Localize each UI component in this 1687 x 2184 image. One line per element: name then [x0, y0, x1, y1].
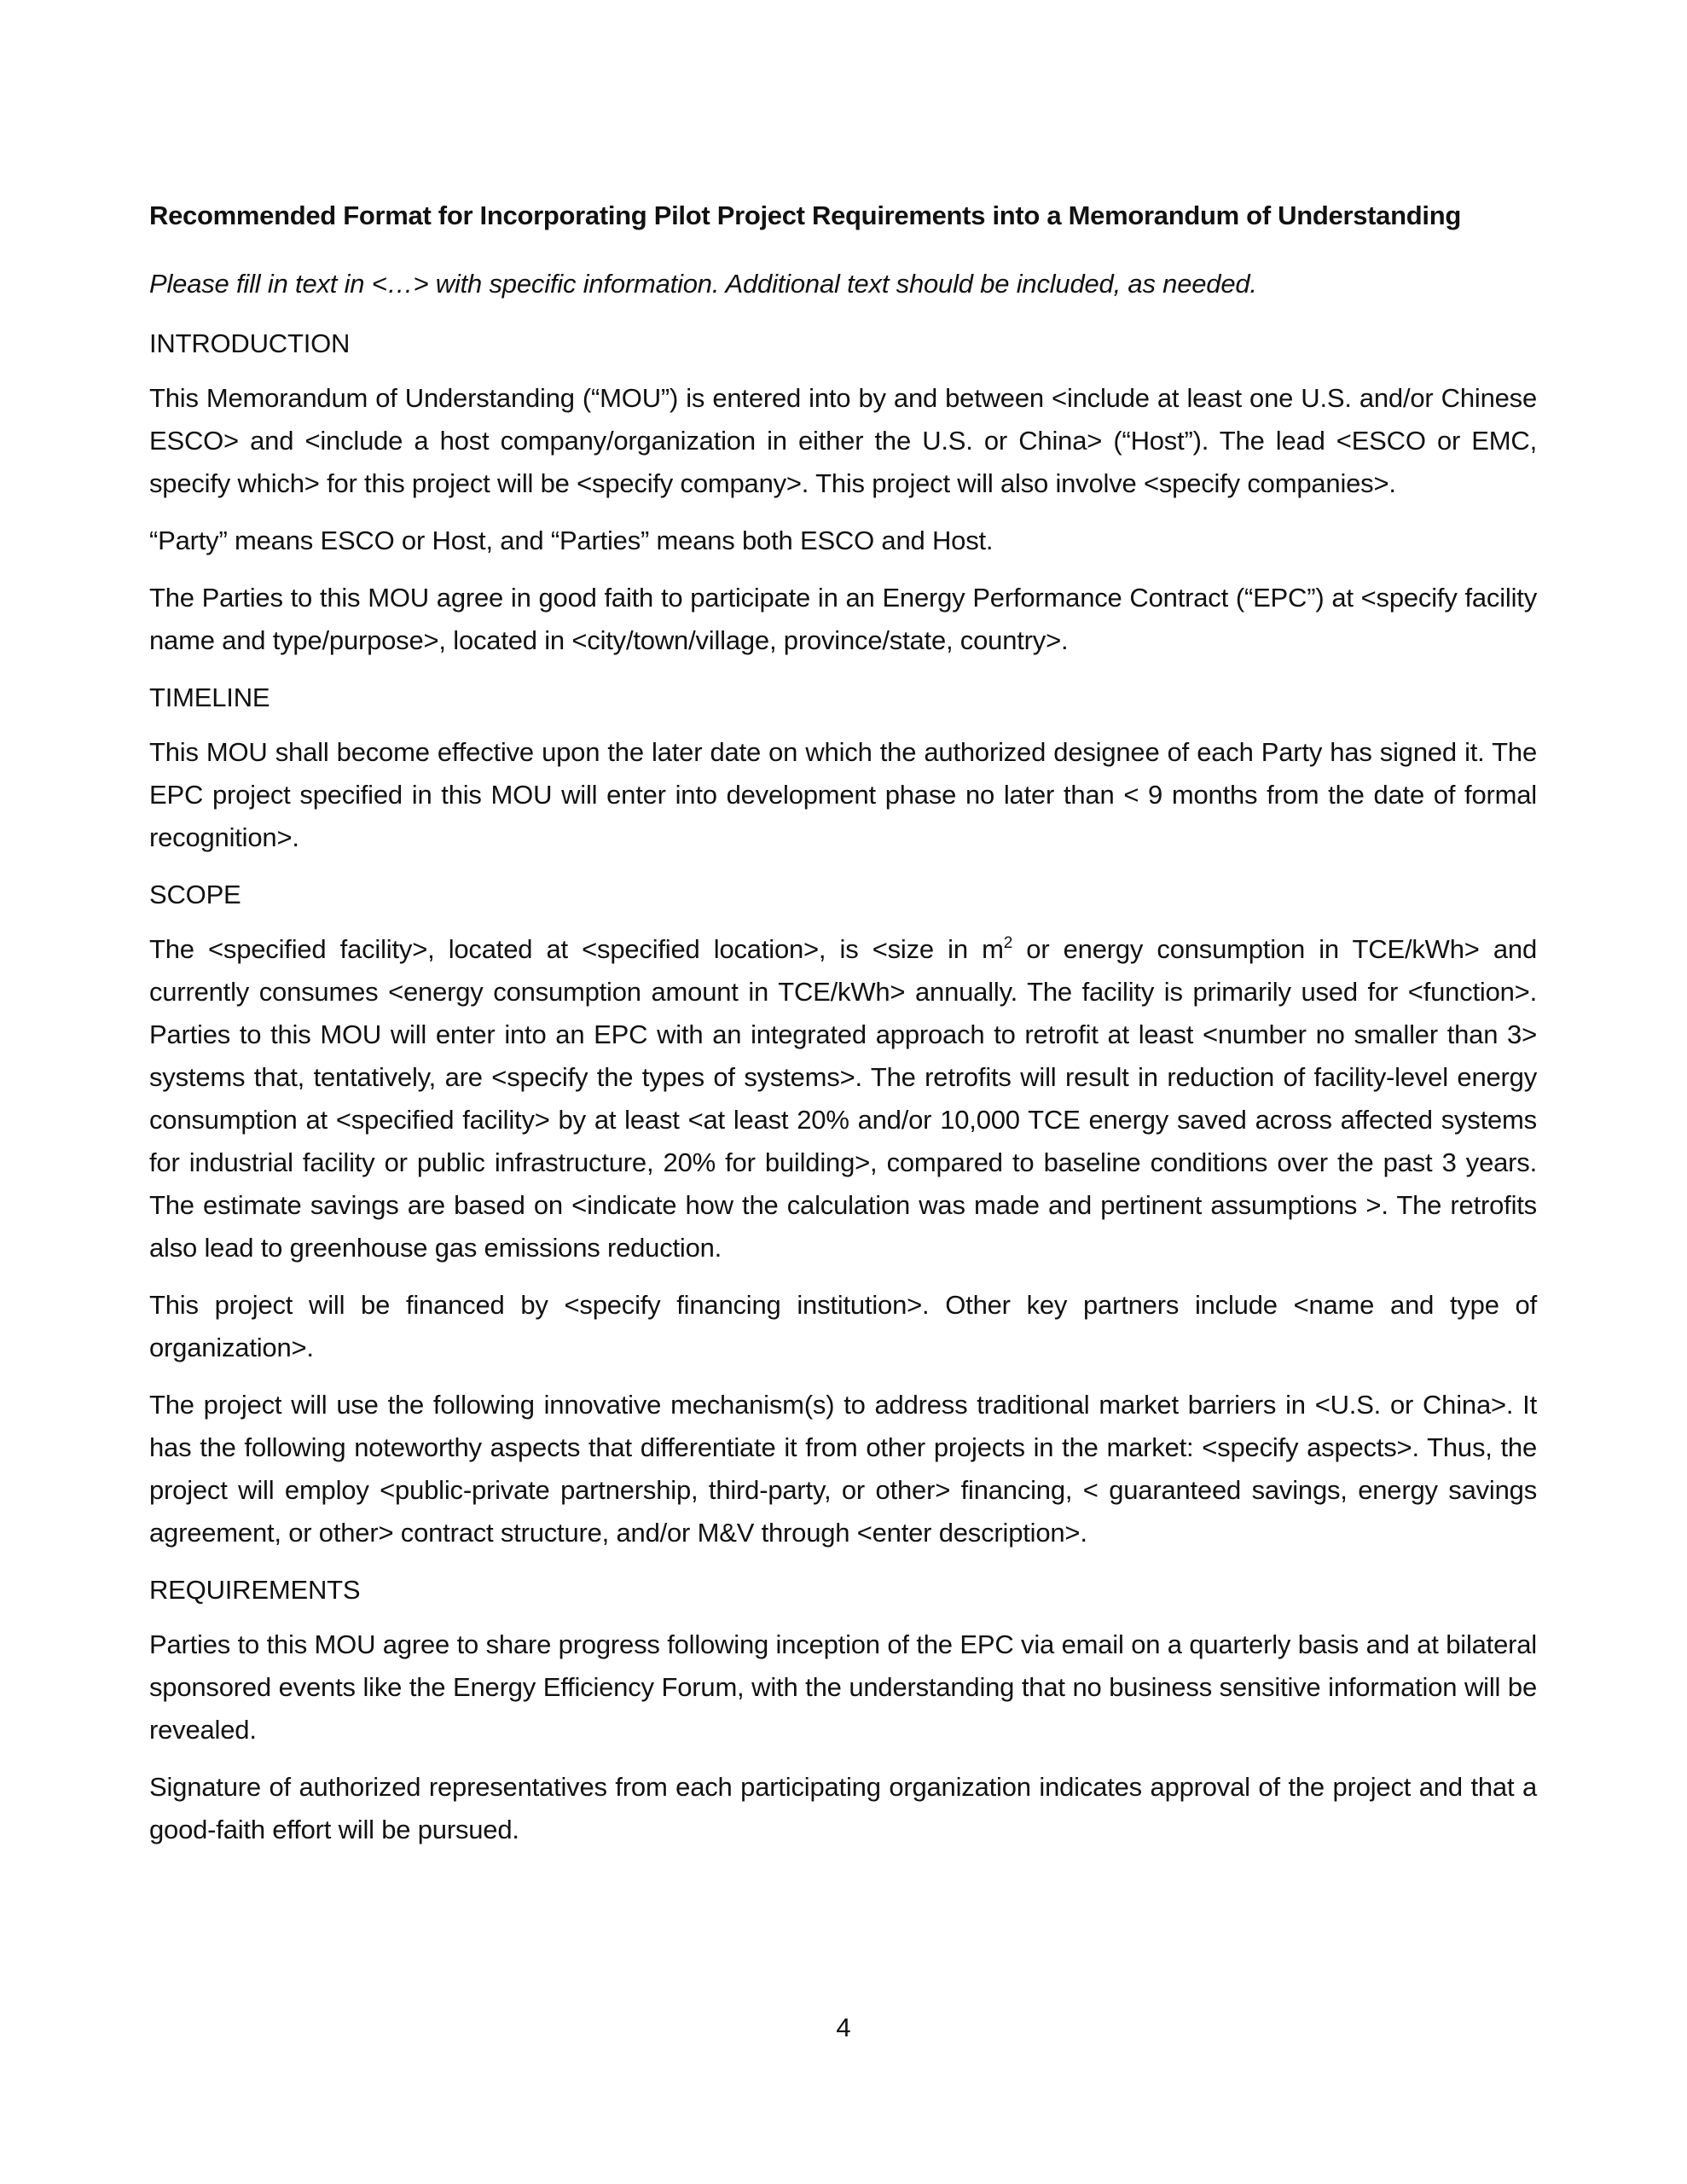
introduction-paragraph-definitions: “Party” means ESCO or Host, and “Parties” means both ESCO and Host. — [149, 526, 994, 555]
scope-text-after-superscript: or energy consumption in TCE/kWh> and currently consumes <energy consumption amount in TCE/kWh> annually. The facility is primarily used for <function>. Parties to this MOU will enter into an EPC with an integrated approach to retrofit at least <number no smaller than 3> systems that, tentatively, are <specify the types of systems>. The retrofits will result in reduction of facility-level energy consumption at <specified facility> by at least <at least 20% and/or 10,000 TCE energy saved across affected systems for industrial facility or public infrastructure, 20% for building>, compared to baseline conditions over the past 3 years. The estimate savings are based on <indicate how the calculation was made and pertinent assumptions >. The retrofits also lead to greenhouse gas emissions reduction. — [149, 934, 1537, 1263]
scope-paragraph-facility — [149, 928, 1537, 1269]
section-heading-timeline: TIMELINE — [149, 682, 270, 712]
page-number: 4 — [836, 2013, 851, 2042]
scope-paragraph-mechanisms: The project will use the following innovative mechanism(s) to address traditional market barriers in <U.S. or China>. It has the following noteworthy aspects that differentiate it from other projects in the market: <specify aspects>. Thus, the project will employ <public-private partnership, third-party, or other> financing, < guaranteed savings, energy savings agreement, or other> contract structure, and/or M&V through <enter description>. — [149, 1390, 1537, 1548]
document-title: Recommended Format for Incorporating Pilot Project Requirements into a Memorandum of Understanding — [149, 200, 1461, 230]
requirements-paragraph-progress: Parties to this MOU agree to share progress following inception of the EPC via email on a quarterly basis and at bilateral sponsored events like the Energy Efficiency Forum, with the understanding that no business sensitive information will be revealed. — [149, 1629, 1537, 1745]
introduction-paragraph-epc: The Parties to this MOU agree in good faith to participate in an Energy Performance Contract (“EPC”) at <specify facility name and type/purpose>, located in <city/town/village, province/state, country>. — [149, 583, 1537, 655]
timeline-paragraph: This MOU shall become effective upon the later date on which the authorized designee of each Party has signed it. The EPC project specified in this MOU will enter into development phase no later than < 9 months from the date of formal recognition>. — [149, 737, 1537, 852]
fill-in-instruction: Please fill in text in <…> with specific information. Additional text should be included, as needed. — [149, 269, 1257, 299]
section-heading-introduction: INTRODUCTION — [149, 328, 351, 358]
section-introduction — [149, 322, 1537, 662]
scope-paragraph-financing: This project will be financed by <specify financing institution>. Other key partners include <name and type of organization>. — [149, 1290, 1537, 1362]
requirements-paragraph-signature: Signature of authorized representatives from each participating organization indicates approval of the project and that a good-faith effort will be pursued. — [149, 1772, 1537, 1844]
introduction-paragraph-parties: This Memorandum of Understanding (“MOU”) is entered into by and between <include at least one U.S. and/or Chinese ESCO> and <include a host company/organization in either the U.S. or China> (“Host”). The lead <ESCO or EMC, specify which> for this project will be <specify company>. This project will also involve <specify companies>. — [149, 383, 1537, 498]
section-timeline — [149, 677, 1537, 859]
square-meter-superscript: 2 — [1003, 934, 1013, 952]
section-scope — [149, 874, 1537, 1554]
section-requirements — [149, 1569, 1537, 1851]
section-heading-requirements: REQUIREMENTS — [149, 1575, 361, 1605]
section-heading-scope: SCOPE — [149, 880, 241, 909]
scope-text-before-superscript: The <specified facility>, located at <specified location>, is <size in m — [149, 934, 1004, 964]
document-page — [149, 195, 1537, 1866]
